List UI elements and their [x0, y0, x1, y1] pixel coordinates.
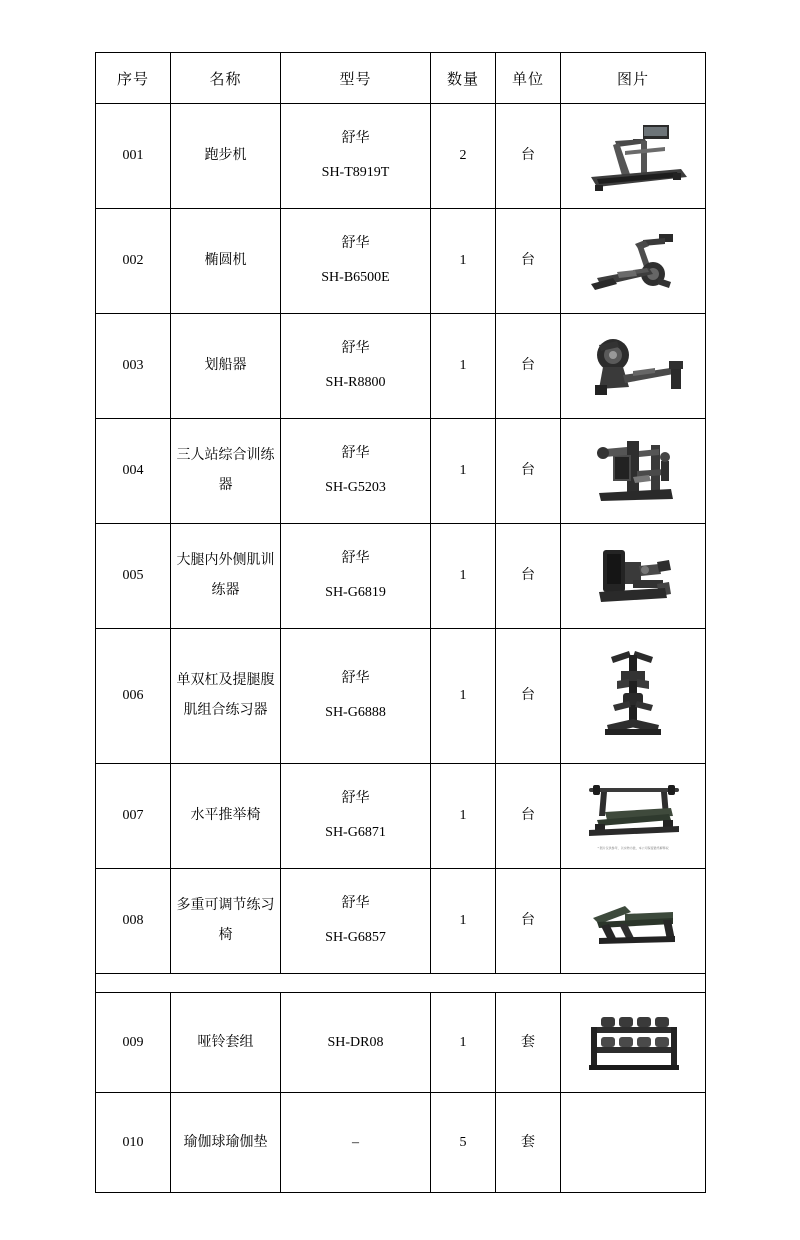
model-code: SH-DR08 [327, 1034, 384, 1050]
cell-qty: 5 [431, 1093, 496, 1193]
header-name: 名称 [171, 53, 281, 104]
model-brand: 舒华 [341, 896, 370, 911]
model-code: SH-G6871 [325, 825, 386, 840]
model-brand: 舒华 [341, 671, 370, 686]
cell-unit: 台 [496, 764, 561, 869]
cell-qty: 1 [431, 764, 496, 869]
cell-no: 005 [96, 524, 171, 629]
table-row [96, 104, 706, 209]
cell-no: 010 [96, 1093, 171, 1193]
header-image: 图片 [561, 53, 706, 104]
cell-model [281, 524, 431, 629]
cell-no: 008 [96, 869, 171, 974]
cell-name: 三人站综合训练器 [171, 419, 281, 524]
model-code: – [352, 1134, 359, 1150]
table-row [96, 209, 706, 314]
cell-image [561, 209, 706, 314]
cell-name: 多重可调节练习椅 [171, 869, 281, 974]
cell-qty: 1 [431, 524, 496, 629]
cell-name: 哑铃套组 [171, 993, 281, 1093]
cell-image [561, 764, 706, 869]
cell-name: 水平推举椅 [171, 764, 281, 869]
cell-no: 007 [96, 764, 171, 869]
model-brand: 舒华 [341, 131, 370, 146]
cell-model [281, 314, 431, 419]
model-code: SH-B6500E [321, 270, 390, 285]
cell-model [281, 993, 431, 1093]
dumbbell-rack-icon [566, 1007, 701, 1079]
cell-name: 椭圆机 [171, 209, 281, 314]
elliptical-trainer-icon [566, 222, 701, 300]
cell-name: 瑜伽球瑜伽垫 [171, 1093, 281, 1193]
header-qty: 数量 [431, 53, 496, 104]
table-row [96, 524, 706, 629]
cell-no: 003 [96, 314, 171, 419]
cell-model [281, 629, 431, 764]
header-no: 序号 [96, 53, 171, 104]
cell-model [281, 764, 431, 869]
treadmill-icon [566, 117, 701, 195]
cell-model [281, 419, 431, 524]
cell-unit: 台 [496, 629, 561, 764]
table-row [96, 629, 706, 764]
model-code: SH-G6888 [325, 705, 386, 720]
cell-unit: 台 [496, 104, 561, 209]
model-brand: 舒华 [341, 551, 370, 566]
cell-image [561, 419, 706, 524]
cell-unit: 套 [496, 1093, 561, 1193]
table-row [96, 764, 706, 869]
cell-no: 002 [96, 209, 171, 314]
table-row [96, 993, 706, 1093]
cell-unit: 台 [496, 524, 561, 629]
header-model: 型号 [281, 53, 431, 104]
image-caption: * 图片仅供参考，以实物为准，本公司保留最终解释权 [597, 846, 669, 850]
model-code: SH-R8800 [325, 375, 386, 390]
cell-unit: 台 [496, 314, 561, 419]
rowing-machine-icon [566, 327, 701, 405]
table-header-row [96, 53, 706, 104]
model-brand: 舒华 [341, 341, 370, 356]
cell-no: 004 [96, 419, 171, 524]
model-code: SH-G5203 [325, 480, 386, 495]
cell-name: 大腿内外侧肌训练器 [171, 524, 281, 629]
flat-bench-press-icon [566, 782, 701, 850]
cell-unit: 台 [496, 419, 561, 524]
model-code: SH-G6819 [325, 585, 386, 600]
adjustable-bench-icon [566, 890, 701, 952]
table-row [96, 314, 706, 419]
cell-qty: 1 [431, 209, 496, 314]
cell-image [561, 314, 706, 419]
multi-station-gym-icon [566, 431, 701, 511]
cell-no: 009 [96, 993, 171, 1093]
cell-model [281, 104, 431, 209]
cell-no: 006 [96, 629, 171, 764]
hip-abductor-machine-icon [566, 536, 701, 616]
model-brand: 舒华 [341, 446, 370, 461]
cell-image [561, 993, 706, 1093]
cell-model [281, 869, 431, 974]
cell-model [281, 209, 431, 314]
cell-qty: 1 [431, 314, 496, 419]
cell-qty: 1 [431, 993, 496, 1093]
cell-image [561, 1093, 706, 1193]
cell-qty: 1 [431, 419, 496, 524]
cell-no: 001 [96, 104, 171, 209]
cell-image [561, 869, 706, 974]
table-row [96, 1093, 706, 1193]
model-code: SH-T8919T [321, 165, 390, 180]
cell-unit: 台 [496, 869, 561, 974]
cell-image [561, 104, 706, 209]
cell-qty: 1 [431, 629, 496, 764]
cell-name: 划船器 [171, 314, 281, 419]
table-gap [96, 974, 706, 993]
model-brand: 舒华 [341, 791, 370, 806]
equipment-table [95, 52, 706, 1193]
cell-name: 单双杠及提腿腹肌组合练习器 [171, 629, 281, 764]
cell-model [281, 1093, 431, 1193]
cell-image [561, 629, 706, 764]
table-row [96, 869, 706, 974]
table-row [96, 419, 706, 524]
cell-unit: 套 [496, 993, 561, 1093]
model-code: SH-G6857 [325, 930, 386, 945]
cell-name: 跑步机 [171, 104, 281, 209]
cell-unit: 台 [496, 209, 561, 314]
model-brand: 舒华 [341, 236, 370, 251]
power-tower-icon [566, 641, 701, 751]
cell-qty: 2 [431, 104, 496, 209]
cell-image [561, 524, 706, 629]
cell-qty: 1 [431, 869, 496, 974]
header-unit: 单位 [496, 53, 561, 104]
